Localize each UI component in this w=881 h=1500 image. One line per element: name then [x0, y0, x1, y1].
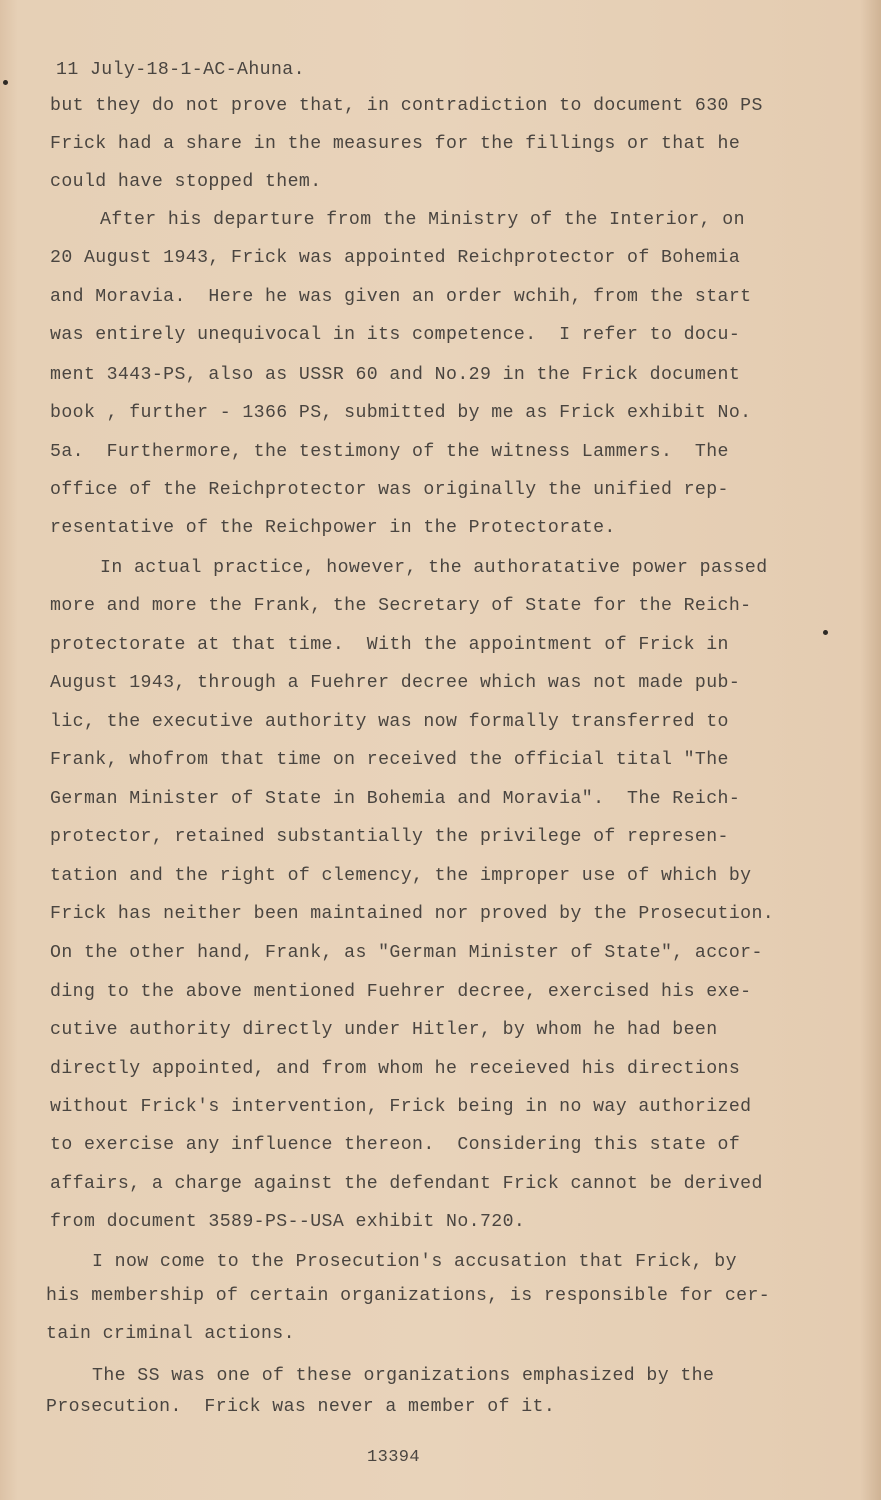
text-line-25: cutive authority directly under Hitler, by whom he had been [50, 1020, 718, 1040]
text-line-19: German Minister of State in Bohemia and Moravia". The Reich- [50, 789, 741, 809]
text-line-3: could have stopped them. [50, 172, 322, 192]
text-line-34: The SS was one of these organizations emphasized by the [92, 1366, 715, 1386]
text-line-9: book , further - 1366 PS, submitted by me as Frick exhibit No. [50, 403, 752, 423]
text-line-22: Frick has neither been maintained nor proved by the Prosecution. [50, 904, 775, 924]
text-line-21: tation and the right of clemency, the improper use of which by [50, 866, 752, 886]
text-line-30: from document 3589-PS--USA exhibit No.720. [50, 1212, 526, 1232]
text-line-24: ding to the above mentioned Fuehrer decree, exercised his exe- [50, 982, 752, 1002]
text-line-35: Prosecution. Frick was never a member of it. [46, 1397, 556, 1417]
page-header: 11 July-18-1-AC-Ahuna. [56, 60, 305, 80]
text-line-17: lic, the executive authority was now formally transferred to [50, 712, 729, 732]
text-line-8: ment 3443-PS, also as USSR 60 and No.29 in the Frick document [50, 365, 741, 385]
text-line-27: without Frick's intervention, Frick being in no way authorized [50, 1097, 752, 1117]
text-line-26: directly appointed, and from whom he receieved his directions [50, 1059, 741, 1079]
text-line-33: tain criminal actions. [46, 1324, 295, 1344]
text-line-10: 5a. Furthermore, the testimony of the witness Lammers. The [50, 442, 729, 462]
text-line-2: Frick had a share in the measures for the fillings or that he [50, 134, 741, 154]
text-line-4: After his departure from the Ministry of the Interior, on [100, 210, 745, 230]
text-line-12: resentative of the Reichpower in the Protectorate. [50, 518, 616, 538]
text-line-20: protector, retained substantially the privilege of represen- [50, 827, 729, 847]
page-number: 13394 [367, 1448, 421, 1467]
text-line-11: office of the Reichprotector was originally the unified rep- [50, 480, 729, 500]
text-line-6: and Moravia. Here he was given an order wchih, from the start [50, 287, 752, 307]
text-line-1: but they do not prove that, in contradiction to document 630 PS [50, 96, 763, 116]
text-line-23: On the other hand, Frank, as "German Minister of State", accor- [50, 943, 763, 963]
text-line-13: In actual practice, however, the authoratative power passed [100, 558, 768, 578]
text-line-31: I now come to the Prosecution's accusation that Frick, by [92, 1252, 737, 1272]
text-line-16: August 1943, through a Fuehrer decree which was not made pub- [50, 673, 741, 693]
text-line-15: protectorate at that time. With the appointment of Frick in [50, 635, 729, 655]
text-line-18: Frank, whofrom that time on received the official tital "The [50, 750, 729, 770]
text-line-14: more and more the Frank, the Secretary of State for the Reich- [50, 596, 752, 616]
text-line-29: affairs, a charge against the defendant Frick cannot be derived [50, 1174, 763, 1194]
text-line-28: to exercise any influence thereon. Considering this state of [50, 1135, 741, 1155]
text-line-5: 20 August 1943, Frick was appointed Reichprotector of Bohemia [50, 248, 741, 268]
text-line-32: his membership of certain organizations, is responsible for cer- [46, 1286, 771, 1306]
text-line-7: was entirely unequivocal in its competence. I refer to docu- [50, 325, 741, 345]
margin-mark [3, 80, 8, 85]
margin-mark [823, 630, 828, 635]
